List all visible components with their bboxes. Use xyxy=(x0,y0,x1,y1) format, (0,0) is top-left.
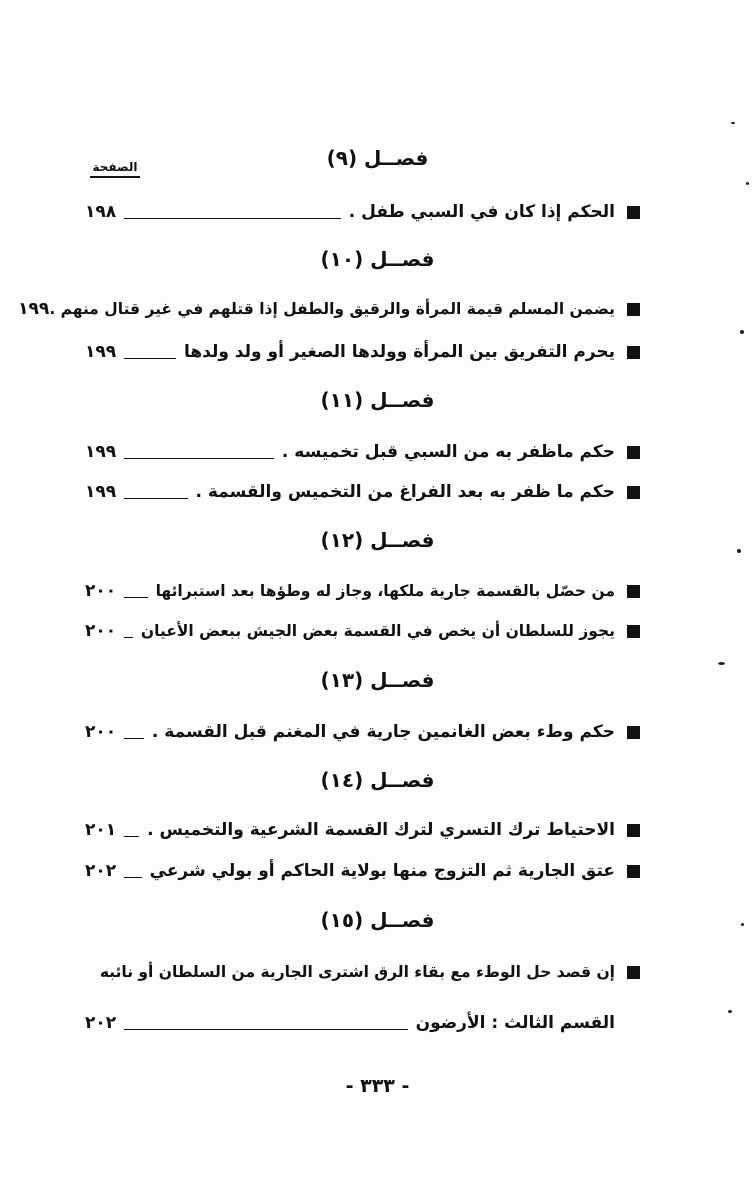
leader-line xyxy=(124,446,274,459)
toc-entry[interactable] xyxy=(85,437,640,467)
entry-text: الحكم إذا كان في السبي طفل . xyxy=(348,202,615,222)
leader-line xyxy=(124,346,176,359)
entry-text: الاحتياط ترك التسري لترك القسمة الشرعية والتخميس . xyxy=(147,820,615,840)
scan-speck xyxy=(740,330,744,334)
square-bullet-icon xyxy=(627,346,640,359)
square-bullet-icon xyxy=(627,303,640,316)
toc-entry[interactable] xyxy=(85,197,640,227)
toc-entry[interactable] xyxy=(85,815,640,845)
scan-speck xyxy=(741,923,744,926)
entry-page: ١٩٩ xyxy=(85,342,117,362)
page-column-label: الصفحة xyxy=(90,160,140,178)
entry-text: عتق الجارية ثم التزوج منها بولاية الحاكم أو بولي شرعي xyxy=(149,861,615,881)
section-heading: فصــل (١٤) xyxy=(320,768,435,792)
toc-entry[interactable] xyxy=(85,477,640,507)
leader-line xyxy=(124,865,141,878)
entry-text: من حصّل بالقسمة جارية ملكها، وجاز له وطؤها بعد استبرائها xyxy=(155,582,615,600)
section-heading: فصــل (١٠) xyxy=(320,247,435,271)
scan-speck xyxy=(728,1010,732,1013)
leader-line xyxy=(124,625,133,638)
toc-entry[interactable] xyxy=(85,856,640,886)
entry-page: ٢٠١ xyxy=(85,820,117,840)
toc-entry[interactable] xyxy=(18,294,640,324)
scan-speck xyxy=(737,549,741,553)
square-bullet-icon xyxy=(627,726,640,739)
square-bullet-icon xyxy=(627,865,640,878)
square-bullet-icon xyxy=(627,625,640,638)
entry-page: ٢٠٠ xyxy=(85,581,117,601)
entry-text: حكم وطء بعض الغانمين جارية في المغنم قبل القسمة . xyxy=(151,722,615,742)
entry-text: يحرم التفريق بين المرأة وولدها الصغير أو ولد ولدها xyxy=(183,342,615,362)
entry-page: ١٩٩ xyxy=(18,299,50,319)
toc-entry-part[interactable] xyxy=(85,1008,640,1038)
square-bullet-icon xyxy=(627,446,640,459)
leader-line xyxy=(124,726,144,739)
entry-page: ٢٠٢ xyxy=(85,861,117,881)
section-heading: فصــل (١٢) xyxy=(320,528,435,552)
toc-entry[interactable] xyxy=(85,616,640,646)
leader-line xyxy=(124,1017,407,1030)
toc-entry[interactable] xyxy=(85,337,640,367)
toc-entry[interactable] xyxy=(85,717,640,747)
section-heading: فصــل (٩) xyxy=(326,146,429,170)
entry-text: القسم الثالث : الأرضون xyxy=(415,1013,615,1033)
page-number: - ٣٣٣ - xyxy=(345,1075,410,1097)
square-bullet-icon xyxy=(627,966,640,979)
toc-entry[interactable] xyxy=(85,957,640,987)
toc-entry[interactable] xyxy=(85,576,640,606)
entry-page: ٢٠٢ xyxy=(85,1013,117,1033)
leader-line xyxy=(124,585,147,598)
entry-page: ١٩٩ xyxy=(85,442,117,462)
square-bullet-icon xyxy=(627,206,640,219)
leader-line xyxy=(124,206,341,219)
square-bullet-icon xyxy=(627,585,640,598)
scan-speck xyxy=(731,122,735,124)
section-heading: فصــل (١٣) xyxy=(320,668,435,692)
entry-page: ٢٠٠ xyxy=(85,621,117,641)
entry-page: ١٩٩ xyxy=(85,482,117,502)
entry-text: يجوز للسلطان أن يخص في القسمة بعض الجيش ببعض الأعيان xyxy=(140,622,615,640)
entry-text: يضمن المسلم قيمة المرأة والرقيق والطفل إذا قتلهم في غير قتال منهم . xyxy=(49,300,615,318)
section-heading: فصــل (١١) xyxy=(320,388,435,412)
leader-line xyxy=(124,486,187,499)
square-bullet-icon xyxy=(627,824,640,837)
entry-page: ٢٠٠ xyxy=(85,722,117,742)
entry-text: حكم ما ظفر به بعد الفراغ من التخميس والقسمة . xyxy=(195,482,615,502)
scan-speck xyxy=(746,182,749,185)
square-bullet-icon xyxy=(627,486,640,499)
section-heading: فصــل (١٥) xyxy=(320,908,435,932)
leader-line xyxy=(124,824,139,837)
entry-text: حكم ماظفر به من السبي قبل تخميسه . xyxy=(281,442,615,462)
entry-text: إن قصد حل الوطء مع بقاء الرق اشترى الجارية من السلطان أو نائبه xyxy=(99,963,615,981)
scan-speck xyxy=(718,662,725,665)
entry-page: ١٩٨ xyxy=(85,202,117,222)
